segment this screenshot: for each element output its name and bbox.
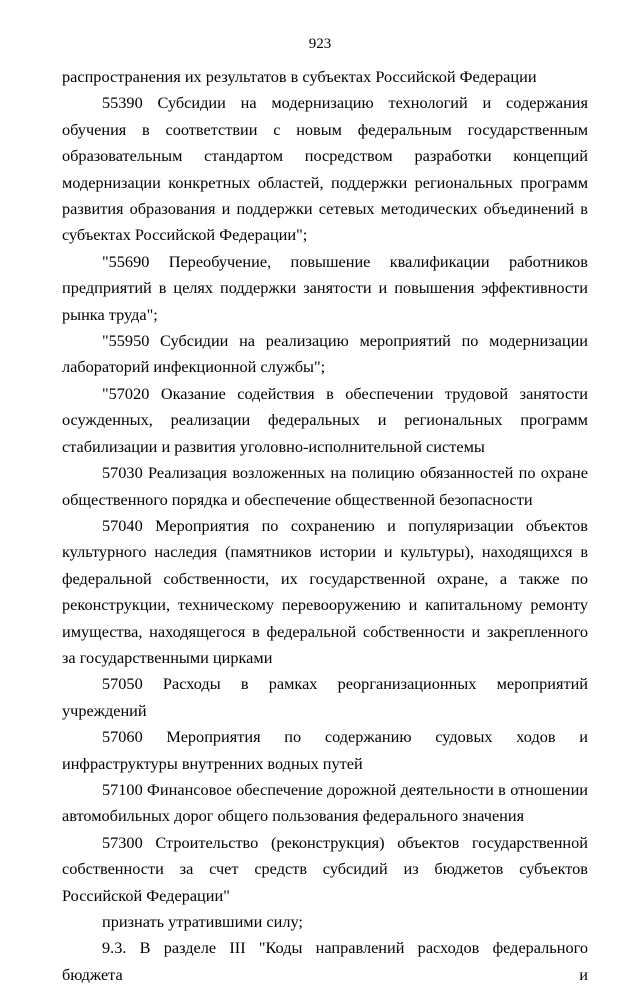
paragraph-57020: "57020 Оказание содействия в обеспечении трудовой занятости осужденных, реализации федеральных и региональных программ стабилизации и развития уголовно-исполнительной системы [62,383,588,456]
paragraph-section-9-3: 9.3. В разделе III "Коды направлений расходов федерального бюджета и [62,938,588,984]
paragraph-57060: 57060 Мероприятия по содержанию судовых ходов и инфраструктуры внутренних водных путей [62,727,588,773]
paragraph-57030: 57030 Реализация возложенных на полицию обязанностей по охране общественного порядка и обеспечение общественной безопасности [62,463,588,509]
paragraph-repeal-clause: признать утратившими силу; [102,912,303,931]
paragraph-57300: 57300 Строительство (реконструкция) объектов государственной собственности за счет средств субсидий из бюджетов субъектов Российской Федерации" [62,832,588,905]
paragraph-55690: "55690 Переобучение, повышение квалификации работников предприятий в целях поддержки занятости и повышения эффективности рынка труда"; [62,251,588,324]
paragraph-55390: 55390 Субсидии на модернизацию технологий и содержания обучения в соответствии с новым федеральным государственным образовательным стандартом посредством разработки концепций модернизации конкретных областей, поддержки региональных программ развития образования и поддержки сетевых методических объединений в субъектах Российской Федерации"; [62,93,588,245]
paragraph-57050: 57050 Расходы в рамках реорганизационных мероприятий учреждений [62,674,588,720]
paragraph-57100: 57100 Финансовое обеспечение дорожной деятельности в отношении автомобильных дорог общего пользования федерального значения [62,779,588,826]
document-body [62,64,588,988]
paragraph-57040: 57040 Мероприятия по сохранению и популяризации объектов культурного наследия (памятников истории и культуры), находящихся в федеральной собственности, их государственной охране, а также по реконструкции, техническому перевооружению и капитальному ремонту имущества, находящегося в федеральной собственности и закрепленного за государственными цирками [62,515,588,667]
paragraph-55950: "55950 Субсидии на реализацию мероприятий по модернизации лабораторий инфекционной службы"; [62,331,588,377]
page-number: 923 [308,36,332,52]
paragraph-continuation: распространения их результатов в субъектах Российской Федерации [62,67,537,86]
